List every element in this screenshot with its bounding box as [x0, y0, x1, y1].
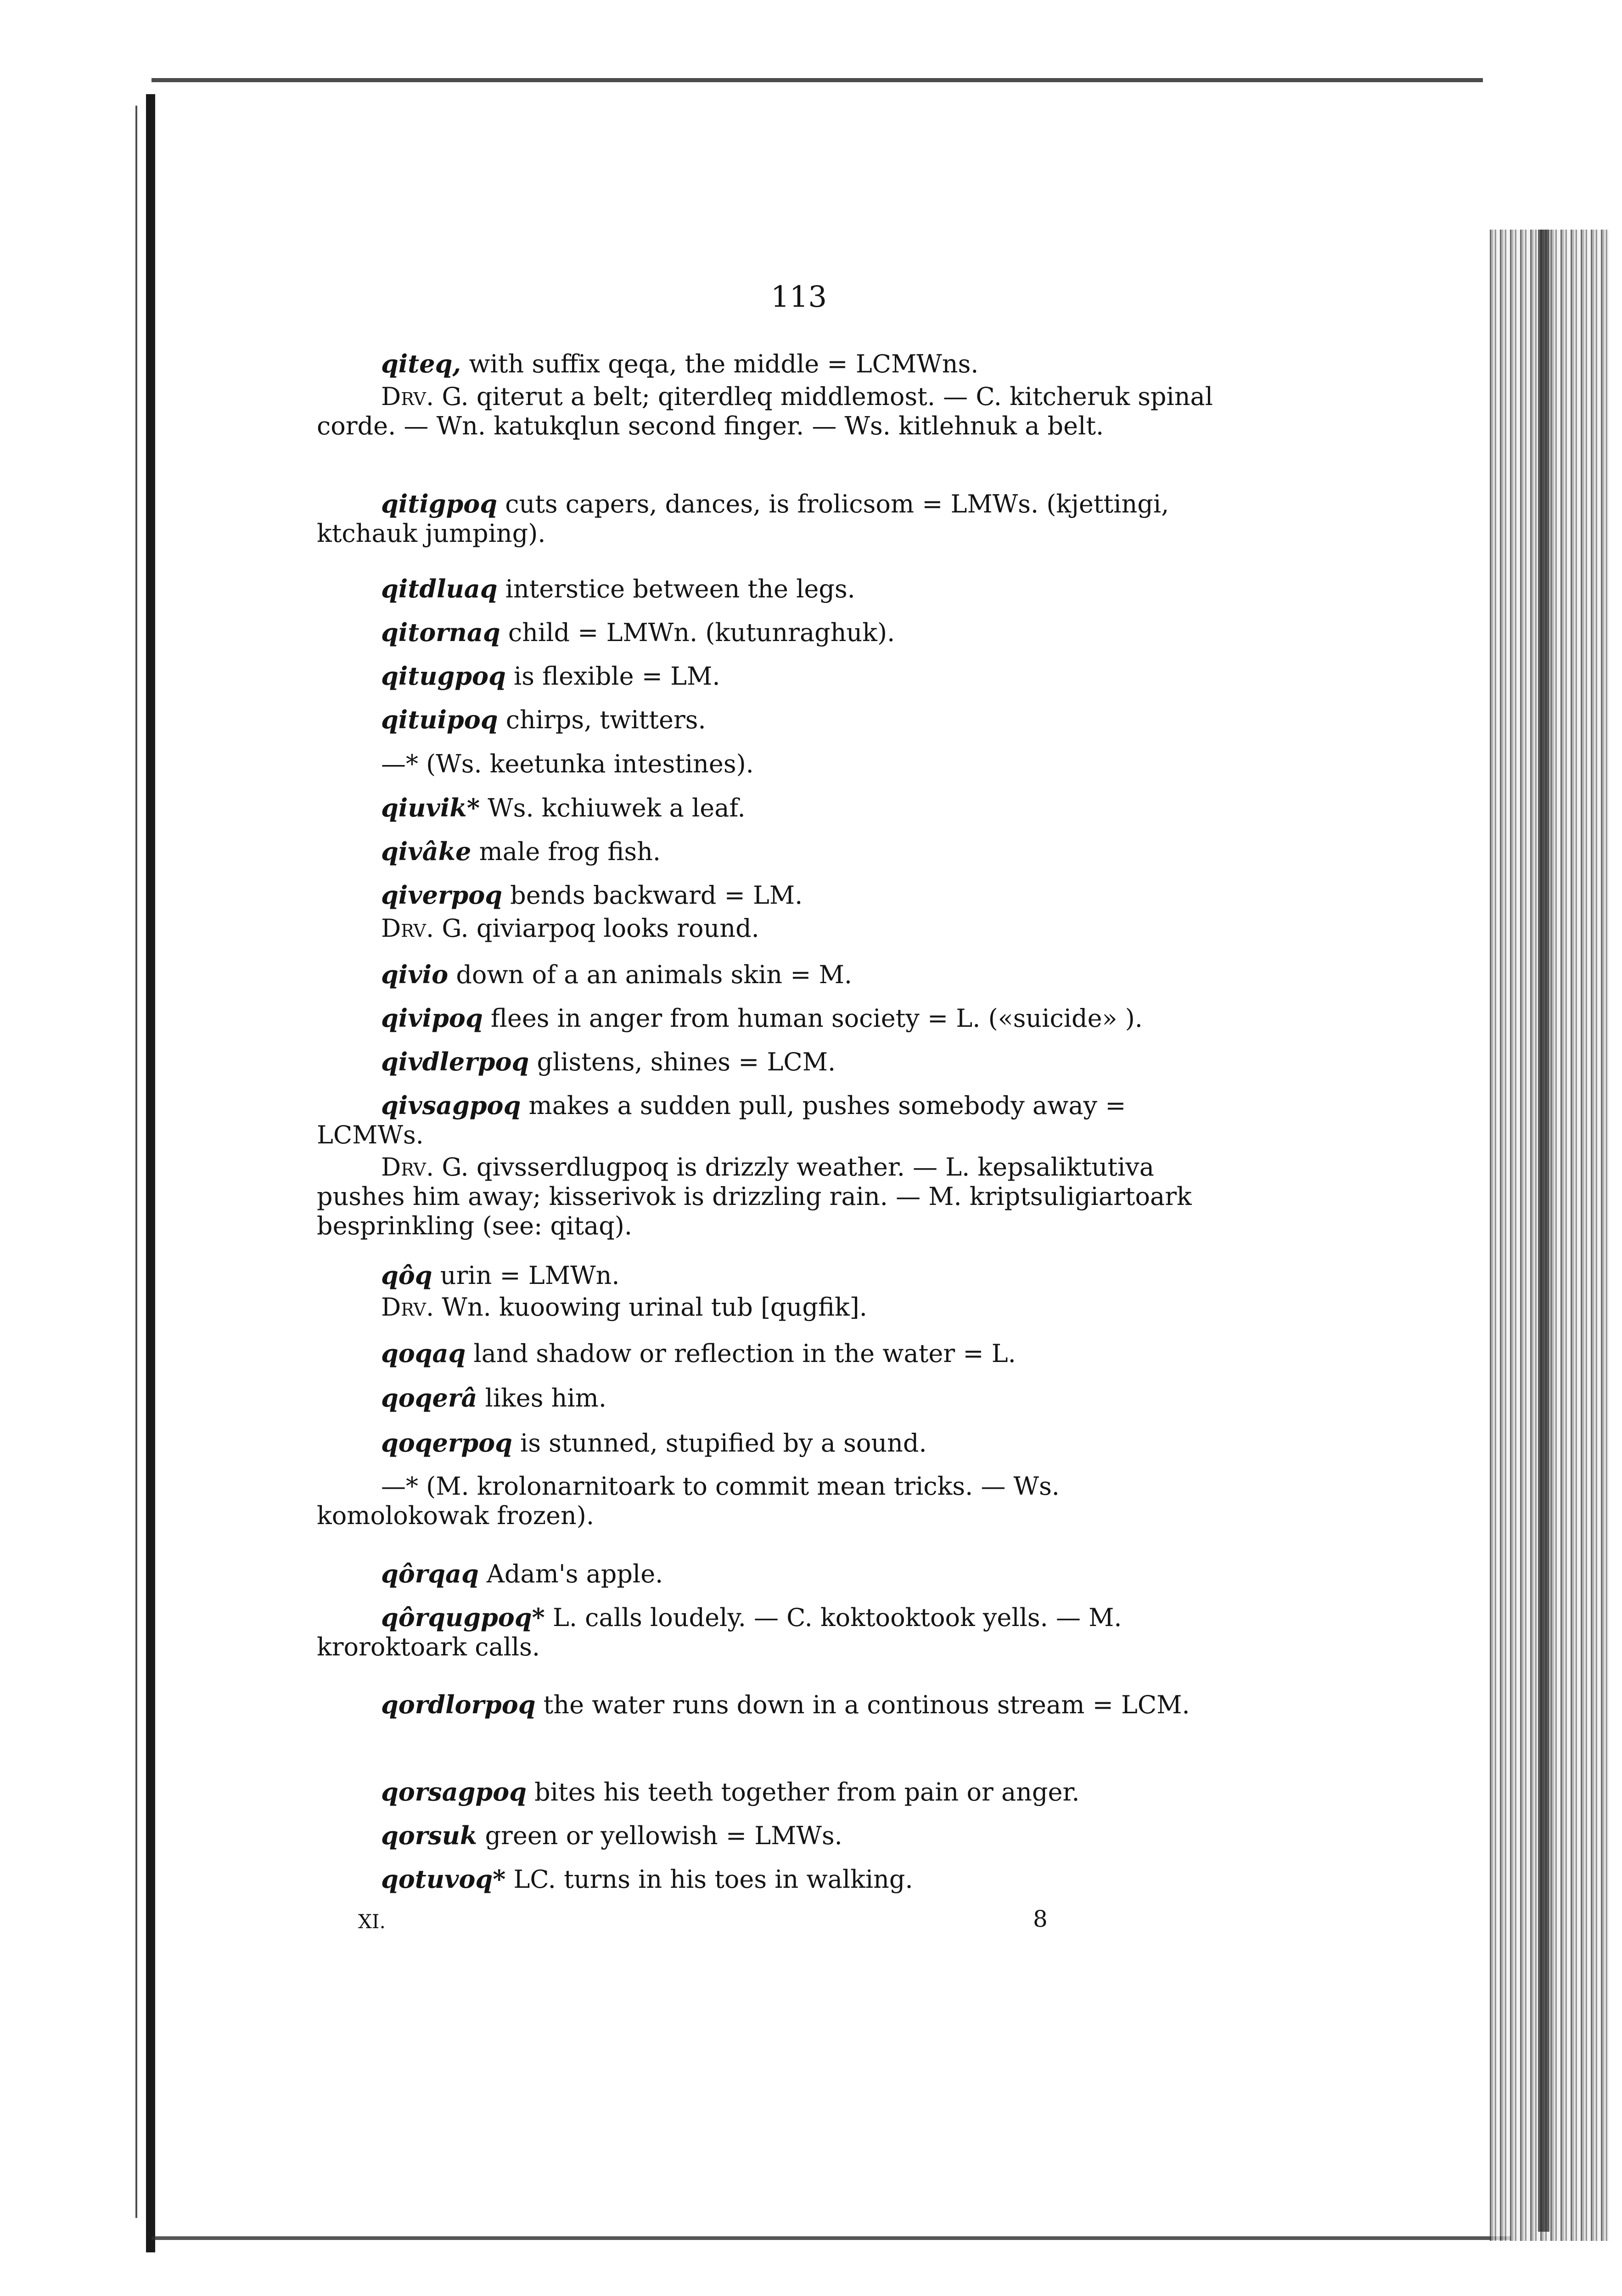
definition: glistens, shines = LCM. [537, 1047, 836, 1076]
derivation-label: Drv. [381, 914, 434, 943]
definition: interstice between the legs. [505, 574, 855, 603]
dictionary-entry [317, 1603, 1235, 1662]
headword: qôq [381, 1261, 432, 1290]
headword: qôrqaq [381, 1559, 479, 1588]
sheet-number: 8 [1033, 1906, 1048, 1932]
signature-mark: XI. [358, 1910, 386, 1933]
headword: qordlorpoq [381, 1690, 536, 1719]
derivation-entry [317, 914, 1235, 943]
scan-left-shadow [135, 106, 137, 2218]
dictionary-entry [381, 1003, 1253, 1033]
scan-right-edge-dark [1538, 230, 1549, 2232]
scan-bottom-border [152, 2236, 1510, 2240]
scan-top-border [152, 78, 1483, 82]
headword: qotuvoq* [381, 1864, 506, 1894]
headword: qiuvik* [381, 793, 480, 822]
dictionary-entry [381, 1559, 1253, 1589]
dictionary-entry [381, 1864, 1253, 1894]
dictionary-entry [381, 749, 1253, 779]
dictionary-entry [381, 960, 1253, 990]
headword: qiverpoq [381, 880, 502, 910]
dictionary-entry [381, 1821, 1253, 1851]
dictionary-entry [317, 1091, 1235, 1150]
headword: qitigpoq [381, 489, 498, 518]
headword: qivipoq [381, 1003, 483, 1033]
headword: qôrqugpoq* [381, 1603, 545, 1632]
headword: qorsagpoq [381, 1777, 527, 1806]
definition: chirps, twitters. [505, 705, 706, 734]
derivation-text: Wn. kuoowing urinal tub [qugfik]. [442, 1293, 867, 1322]
headword: qivdlerpoq [381, 1047, 529, 1076]
headword: qituipoq [381, 705, 498, 734]
derivation-text: G. qivsserdlugpoq is drizzly weather. — L. kepsaliktutiva pushes him away; kisserivok is drizzling rain. — M. kriptsuligiartoark besprinkling (see: qitaq). [317, 1153, 1192, 1240]
headword: qoqaq [381, 1339, 466, 1368]
headword: qivio [381, 960, 449, 989]
derivation-label: Drv. [381, 1293, 434, 1322]
definition: green or yellowish = LMWs. [485, 1821, 842, 1850]
derivation-text: G. qiterut a belt; qiterdleq middlemost. — C. kitcheruk spinal corde. — Wn. katukqlun second finger. — Ws. kitlehnuk a belt. [317, 382, 1213, 440]
headword: qitugpoq [381, 661, 506, 691]
definition: bites his teeth together from pain or anger. [534, 1778, 1080, 1806]
dictionary-entry [381, 837, 1253, 867]
dictionary-entry [381, 1777, 1253, 1807]
definition: flees in anger from human society = L. («suicide» ). [490, 1004, 1143, 1033]
headword: qitdluaq [381, 574, 498, 603]
definition: is flexible = LM. [513, 662, 720, 691]
definition: (M. krolonarnitoark to commit mean tricks. — Ws. komolokowak frozen). [317, 1472, 1060, 1530]
definition: bends backward = LM. [510, 881, 803, 910]
dictionary-entry [381, 880, 1253, 910]
definition: the water runs down in a continous stream = LCM. [543, 1690, 1190, 1719]
dictionary-entry [381, 1383, 1253, 1413]
derivation-entry [317, 1153, 1235, 1241]
dictionary-entry [381, 618, 1253, 647]
dictionary-entry [381, 1428, 1253, 1458]
dictionary-entry [381, 661, 1253, 691]
definition: makes a sudden pull, pushes somebody away = LCMWs. [317, 1091, 1126, 1149]
headword: —* [381, 1472, 418, 1501]
definition: Ws. kchiuwek a leaf. [488, 793, 746, 822]
dictionary-entry [381, 793, 1253, 823]
headword: —* [381, 749, 418, 778]
dictionary-entry [381, 1339, 1253, 1368]
scan-left-border [146, 94, 155, 2252]
dictionary-entry [317, 489, 1235, 548]
dictionary-entry [381, 705, 1253, 735]
page-number: 113 [770, 280, 827, 314]
headword: qivâke [381, 837, 471, 866]
dictionary-entry [381, 574, 1253, 604]
headword: qoqerpoq [381, 1428, 512, 1458]
definition: (Ws. keetunka intestines). [426, 749, 754, 778]
definition: LC. turns in his toes in walking. [513, 1865, 913, 1894]
definition: Adam's apple. [486, 1559, 663, 1588]
definition: urin = LMWn. [440, 1261, 620, 1290]
headword: qoqerâ [381, 1383, 477, 1412]
definition: male frog fish. [479, 837, 661, 866]
headword: qiteq, [381, 349, 461, 378]
headword: qorsuk [381, 1821, 477, 1850]
dictionary-entry [381, 1261, 1253, 1290]
derivation-label: Drv. [381, 1153, 434, 1182]
headword: qitornaq [381, 618, 500, 647]
definition: land shadow or reflection in the water = L. [473, 1339, 1016, 1368]
derivation-text: G. qiviarpoq looks round. [442, 914, 759, 943]
dictionary-entry [381, 349, 1253, 379]
dictionary-entry [317, 1472, 1235, 1531]
definition: cuts capers, dances, is frolicsom = LMWs. (kjettingi, ktchauk jumping). [317, 490, 1169, 548]
dictionary-entry [317, 1690, 1235, 1720]
derivation-label: Drv. [381, 382, 434, 411]
definition: with suffix qeqa, the middle = LCMWns. [469, 349, 979, 378]
definition: down of a an animals skin = M. [456, 960, 853, 989]
headword: qivsagpoq [381, 1091, 521, 1120]
definition: child = LMWn. (kutunraghuk). [508, 618, 895, 647]
definition: is stunned, stupified by a sound. [520, 1429, 927, 1458]
derivation-entry [317, 1293, 1235, 1322]
scan-right-edge-noise [1490, 230, 1609, 2241]
definition: L. calls loudely. — C. koktooktook yells. — M. kroroktoark calls. [317, 1603, 1122, 1661]
dictionary-entry [381, 1047, 1253, 1077]
derivation-entry [317, 382, 1235, 441]
definition: likes him. [485, 1384, 607, 1412]
